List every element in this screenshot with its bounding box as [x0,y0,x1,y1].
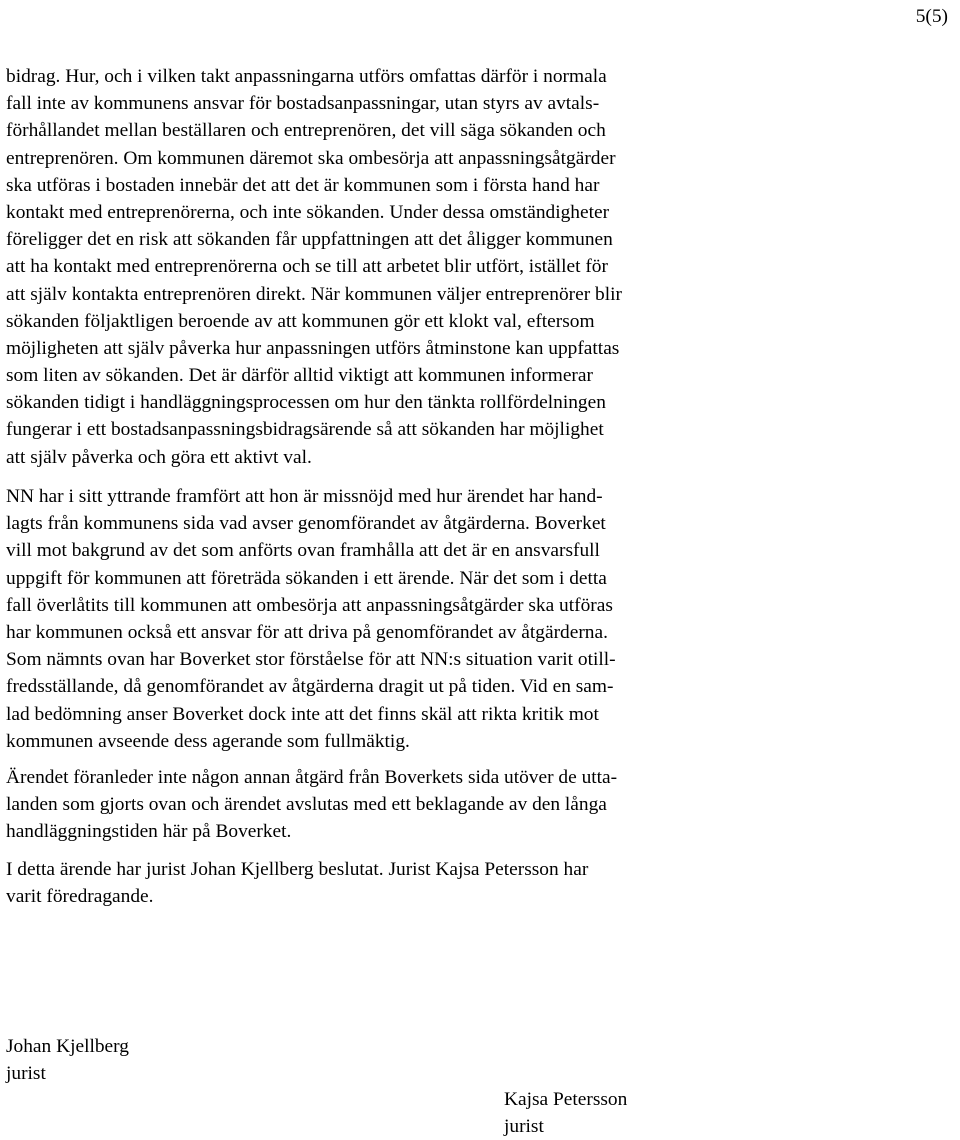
text-line: att själv påverka och göra ett aktivt val. [6,446,312,468]
text-line: att ha kontakt med entreprenörerna och se till att arbetet blir utfört, istället för [6,256,608,278]
page-number: 5(5) [915,6,948,27]
text-line: Som nämnts ovan har Boverket stor förståelse för att NN:s situation varit otill- [6,649,616,671]
text-line: att själv kontakta entreprenören direkt. När kommunen väljer entreprenörer blir [6,283,622,305]
paragraph-decision-makers [6,856,588,910]
text-line: uppgift för kommunen att företräda sökanden i ett ärende. När det som i detta [6,567,607,589]
text-line: förhållandet mellan beställaren och entreprenören, det vill säga sökanden och [6,120,606,142]
text-line: fungerar i ett bostadsanpassningsbidragsärende så att sökanden har möjlighet [6,419,604,441]
text-line: har kommunen också ett ansvar för att driva på genomförandet av åtgärderna. [6,621,608,643]
text-line: som liten av sökanden. Det är därför alltid viktigt att kommunen informerar [6,365,593,387]
text-line: vill mot bakgrund av det som anförts ovan framhålla att det är en ansvarsfull [6,540,600,562]
signature-block-kajsa-petersson [504,1086,627,1140]
text-line: handläggningstiden här på Boverket. [6,821,292,843]
text-line: landen som gjorts ovan och ärendet avslutas med ett beklagande av den långa [6,794,607,816]
paragraph-case-closed [6,764,617,846]
text-line: lagts från kommunens sida vad avser genomförandet av åtgärderna. Boverket [6,513,606,535]
paragraph-nn-statement [6,483,616,755]
text-line: Ärendet föranleder inte någon annan åtgärd från Boverkets sida utöver de utta- [6,767,618,788]
text-line: entreprenören. Om kommunen däremot ska ombesörja att anpassningsåtgärder [6,147,616,169]
text-line: I detta ärende har jurist Johan Kjellberg beslutat. Jurist Kajsa Petersson har [6,859,589,880]
signatory-title: jurist [6,1063,46,1084]
text-line: möjligheten att själv påverka hur anpassningen utförs åtminstone kan uppfattas [6,337,620,359]
text-line: fredsställande, då genomförandet av åtgärderna dragit ut på tiden. Vid en sam- [6,676,614,698]
signatory-name: Kajsa Petersson [504,1089,628,1110]
text-line: varit föredragande. [6,886,154,908]
text-line: fall inte av kommunens ansvar för bostadsanpassningar, utan styrs av avtals- [6,93,600,115]
text-line: föreligger det en risk att sökanden får uppfattningen att det åligger kommunen [6,229,613,251]
text-line: lad bedömning anser Boverket dock inte att det finns skäl att rikta kritik mot [6,703,599,725]
text-line: NN har i sitt yttrande framfört att hon är missnöjd med hur ärendet har hand- [6,486,603,507]
text-line: sökanden följaktligen beroende av att kommunen gör ett klokt val, eftersom [6,310,595,332]
signatory-title: jurist [504,1116,544,1137]
text-line: kontakt med entreprenörerna, och inte sökanden. Under dessa omständigheter [6,201,610,223]
text-line: fall överlåtits till kommunen att ombesörja att anpassningsåtgärder ska utföras [6,594,613,616]
paragraph-contractor-responsibility [6,63,622,471]
text-line: sökanden tidigt i handläggningsprocessen om hur den tänkta rollfördelningen [6,392,606,414]
signature-block-johan-kjellberg [6,1033,129,1087]
text-line: ska utföras i bostaden innebär det att det är kommunen som i första hand har [6,174,600,196]
signatory-name: Johan Kjellberg [6,1036,129,1057]
text-line: bidrag. Hur, och i vilken takt anpassningarna utförs omfattas därför i normala [6,66,607,87]
text-line: kommunen avseende dess agerande som fullmäktig. [6,730,410,752]
